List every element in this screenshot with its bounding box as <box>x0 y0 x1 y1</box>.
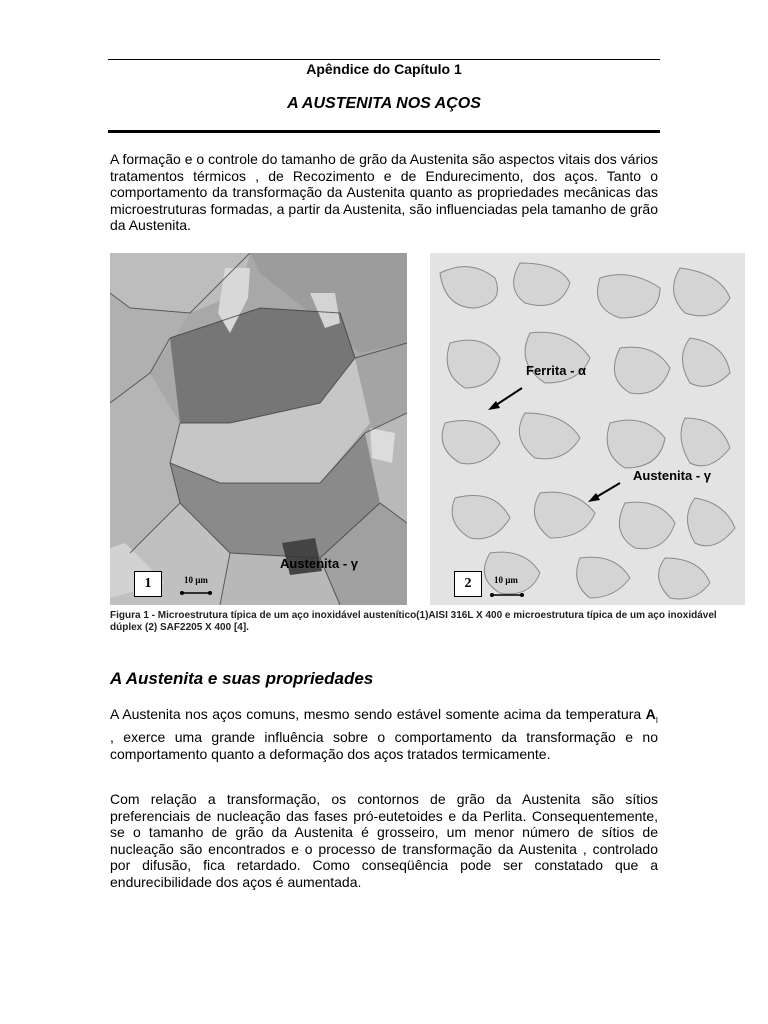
figure-caption: Figura 1 - Microestrutura típica de um aço inoxidável austenítico(1)AISI 316L X 400 e microestrutura típica de um aço inoxidável dúplex (2) SAF2205 X 400 [4]. <box>110 610 717 633</box>
figure-number-1: 1 <box>134 571 162 597</box>
austenita-label-duplex: Austenita - γ <box>633 468 712 483</box>
paragraph-text-end: , exerce uma grande influência sobre o comportamento da transformação e no comportamento quanto a deformação dos aços tratados termicamente. <box>110 729 658 762</box>
intro-paragraph: A formação e o controle do tamanho de grão da Austenita são aspectos vitais dos vários tratamentos térmicos , de Recozimento e de Endurecimento, dos aços. Tanto o comportamento da transformação da Austenita quanto as propriedades mecânicas das microestruturas formadas, a partir da Austenita, são influenciadas pela tamanho de grão da Austenita. <box>110 151 658 233</box>
header-rule <box>108 59 660 60</box>
paragraph-text-start: A Austenita nos aços comuns, mesmo sendo estável somente acima da temperatura <box>110 706 646 722</box>
ferrita-label: Ferrita - α <box>526 363 587 378</box>
title-rule <box>108 130 660 133</box>
temperature-subscript: I <box>655 715 658 725</box>
appendix-heading: Apêndice do Capítulo 1 <box>306 61 462 77</box>
section-title: A Austenita e suas propriedades <box>110 669 374 688</box>
scale-label-1: 10 µm <box>184 575 208 585</box>
micrograph-austenitic <box>110 253 407 605</box>
transformation-paragraph: Com relação a transformação, os contornos de grão da Austenita são sítios preferenciais de nucleação das fases pró-eutetoides e da Perlita. Consequentemente, se o tamanho de grão da Austenita é grosseiro, um menor número de sítios de nucleação são encontrados e o processo de transformação da Austenita , controlado por difusão, fica retardado. Como conseqüência pode ser constatado que a endurecibilidade dos aços é aumentada. <box>110 791 658 890</box>
scale-label-2: 10 µm <box>494 575 518 585</box>
austenita-label: Austenita - γ <box>280 556 359 571</box>
temperature-symbol: A <box>645 706 656 722</box>
austenite-properties-paragraph <box>110 706 658 762</box>
micrograph-austenitic-image <box>110 253 407 605</box>
figure-number-2: 2 <box>454 571 482 597</box>
micrograph-duplex-image <box>430 253 745 605</box>
micrograph-duplex <box>430 253 745 605</box>
page-title: A AUSTENITA NOS AÇOS <box>287 95 481 112</box>
